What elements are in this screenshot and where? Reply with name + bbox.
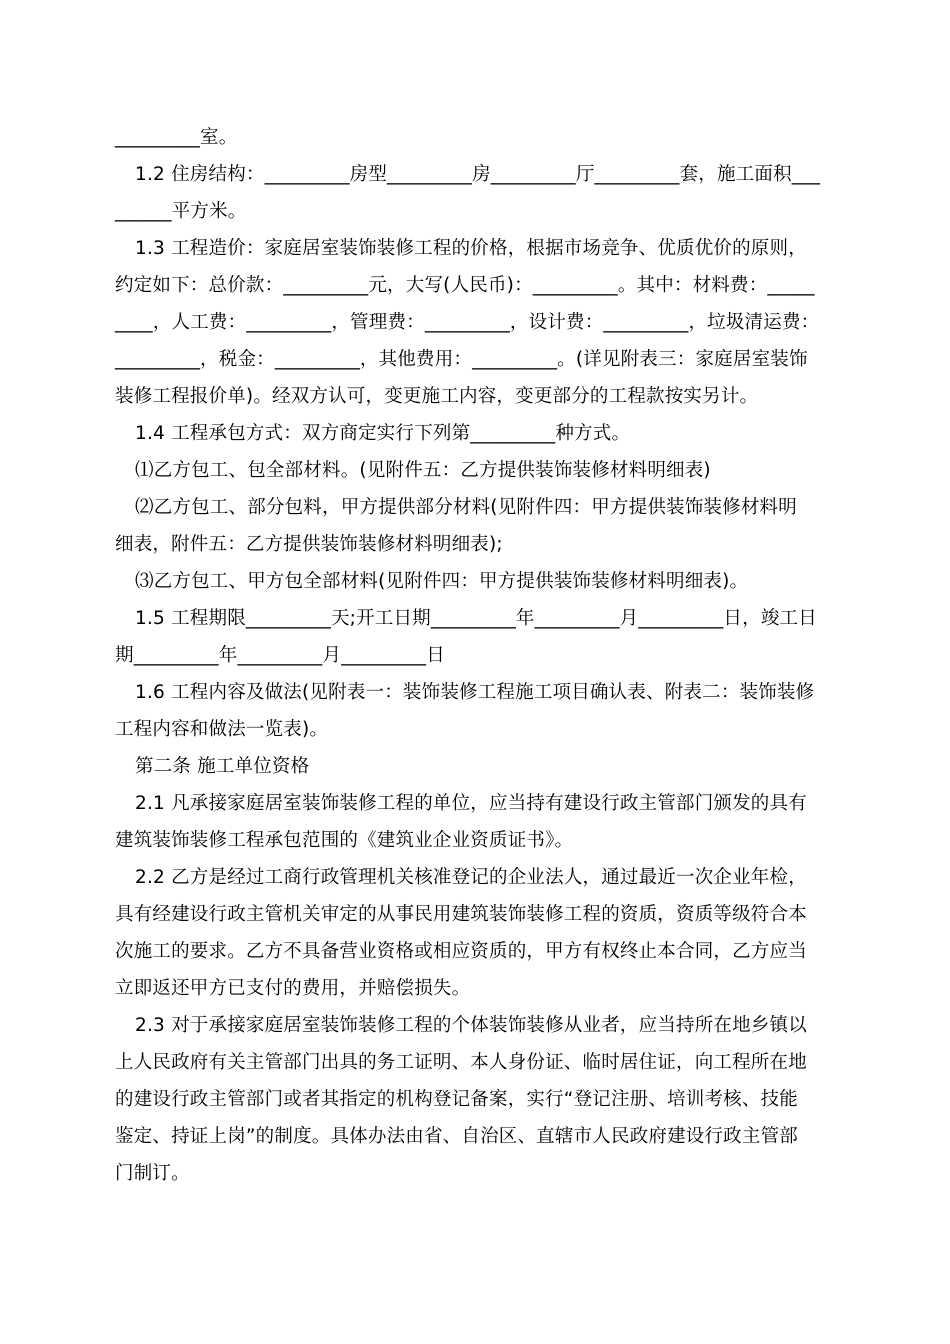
text-line-2-2: 2.2 乙方是经过工商行政管理机关核准登记的企业法人，通过最近一次企业年检，	[135, 867, 807, 888]
text-line-room-end: _________室。	[115, 127, 238, 148]
text-line-2-3: 2.3 对于承接家庭居室装饰装修工程的个体装饰装修从业者，应当持所在地乡镇以	[135, 1015, 807, 1036]
text-line-1-3-quote: 装修工程报价单)。经双方认可，变更施工内容，变更部分的工程款按实另计。	[115, 386, 759, 407]
text-line-1-3-tax: _________，税金：_________，其他费用：_________。(详见附表三：家庭居室装饰	[115, 349, 808, 370]
text-line-2-1-cont: 建筑装饰装修工程承包范围的《建筑业企业资质证书》。	[115, 830, 574, 851]
text-line-1-4-method: 1.4 工程承包方式：双方商定实行下列第_________种方式。	[135, 423, 631, 444]
document-body	[115, 119, 835, 1192]
text-line-2-2-cont-1: 具有经建设行政主管机关审定的从事民用建筑装饰装修工程的资质，资质等级符合本	[115, 904, 807, 925]
text-line-2-1: 2.1 凡承接家庭居室装饰装修工程的单位，应当持有建设行政主管部门颁发的具有	[135, 793, 807, 814]
text-line-1-3-total: 约定如下：总价款：_________元，大写(人民币)：_________。其中：材料费：_____	[115, 275, 815, 296]
text-line-2-3-cont-4: 门制订。	[115, 1163, 190, 1184]
text-line-2-3-cont-2: 的建设行政主管部门或者其指定的机构登记备案，实行“登记注册、培训考核、技能	[115, 1089, 798, 1110]
text-line-1-2-structure: 1.2 住房结构：_________房型_________房_________厅_________套，施工面积___	[135, 164, 821, 185]
text-line-2-3-cont-3: 鉴定、持证上岗”的制度。具体办法由省、自治区、直辖市人民政府建设行政主管部	[115, 1126, 798, 1147]
text-line-option-2: ⑵乙方包工、部分包料，甲方提供部分材料(见附件四：甲方提供装饰装修材料明	[135, 497, 797, 518]
text-line-option-2-cont: 细表，附件五：乙方提供装饰装修材料明细表);	[115, 534, 503, 555]
text-line-1-6-cont: 工程内容和做法一览表)。	[115, 719, 329, 740]
text-line-1-3-cost: 1.3 工程造价：家庭居室装饰装修工程的价格，根据市场竞争、优质优价的原则，	[135, 238, 807, 259]
article-2-heading: 第二条 施工单位资格	[135, 756, 310, 777]
text-line-1-5-period: 1.5 工程期限_________天;开工日期_________年_________月_________日，竣工日	[135, 608, 817, 629]
text-line-1-5-completion: 期_________年_________月_________日	[115, 645, 445, 666]
text-line-2-2-cont-3: 立即返还甲方已支付的费用，并赔偿损失。	[115, 978, 471, 999]
text-line-option-3: ⑶乙方包工、甲方包全部材料(见附件四：甲方提供装饰装修材料明细表)。	[135, 571, 749, 592]
text-line-option-1: ⑴乙方包工、包全部材料。(见附件五：乙方提供装饰装修材料明细表)	[135, 460, 711, 481]
text-line-1-2-area: ______平方米。	[115, 201, 247, 222]
text-line-2-2-cont-2: 次施工的要求。乙方不具备营业资格或相应资质的，甲方有权终止本合同，乙方应当	[115, 941, 807, 962]
text-line-2-3-cont-1: 上人民政府有关主管部门出具的务工证明、本人身份证、临时居住证，向工程所在地	[115, 1052, 807, 1073]
text-line-1-6-content: 1.6 工程内容及做法(见附表一：装饰装修工程施工项目确认表、附表二：装饰装修	[135, 682, 815, 703]
text-line-1-3-fees: ____，人工费：_________，管理费：_________，设计费：_________，垃圾清运费：	[115, 312, 820, 333]
